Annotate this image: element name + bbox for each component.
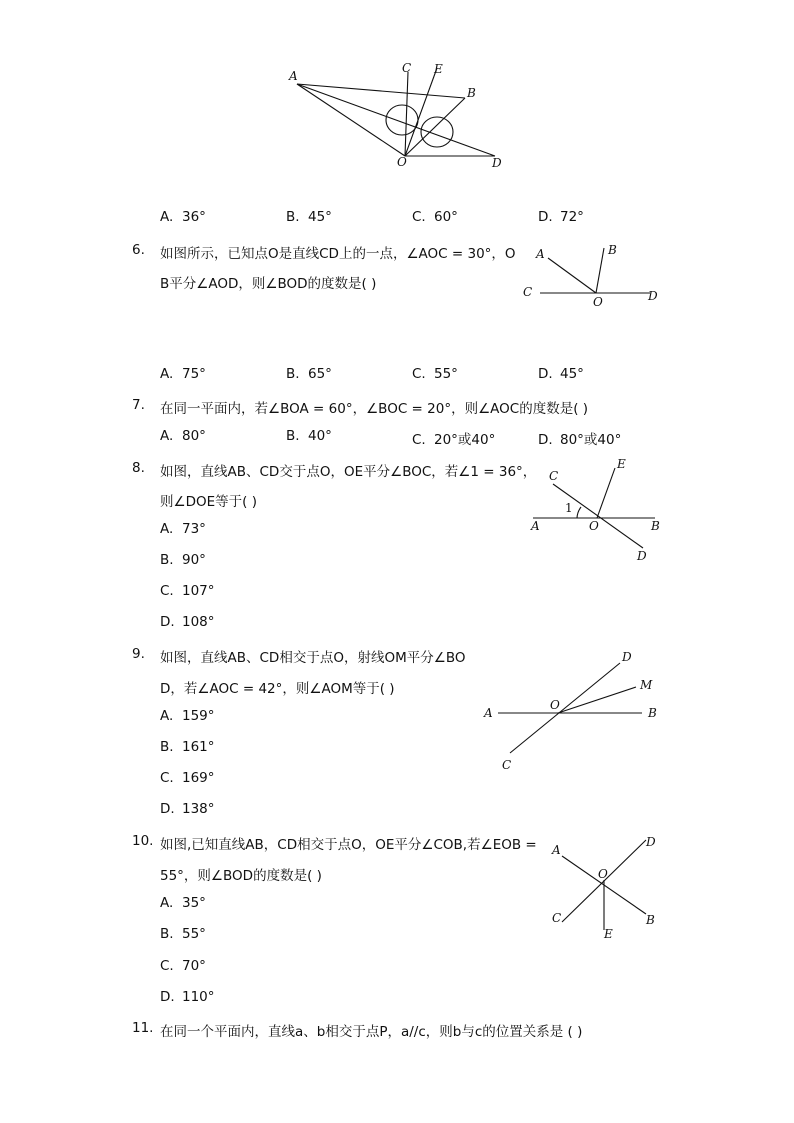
q8-option-d[interactable]: D. 108°	[160, 614, 215, 630]
q5-label-o: O	[397, 155, 407, 169]
q8-option-c[interactable]: C. 107°	[160, 583, 215, 599]
q8-label-o: O	[589, 519, 599, 533]
q9-option-b[interactable]: B. 161°	[160, 739, 215, 755]
q10-number: 10.	[132, 833, 154, 849]
q7-number: 7.	[132, 397, 145, 413]
q6-option-d[interactable]: D. 45°	[538, 366, 584, 382]
q9-option-d[interactable]: D. 138°	[160, 801, 215, 817]
q10-figure	[546, 830, 666, 945]
q8-number: 8.	[132, 460, 145, 476]
q10-stem-line2: 55°，则∠BOD的度数是( )	[160, 868, 322, 884]
q8-figure	[525, 452, 665, 564]
q6-stem-line1: 如图所示，已知点O是直线CD上的一点，∠AOC = 30°，O	[160, 246, 516, 262]
q5-figure	[285, 58, 515, 173]
q6-label-b: B	[608, 243, 617, 257]
q7-option-a[interactable]: A. 80°	[160, 428, 206, 444]
q7-option-d[interactable]: D. 80°或40°	[538, 432, 622, 448]
q11-stem-line1: 在同一个平面内，直线a、b相交于点P，a//c，则b与c的位置关系是 ( )	[160, 1024, 583, 1040]
q9-stem-line2: D，若∠AOC = 42°，则∠AOM等于( )	[160, 681, 395, 697]
q6-figure	[518, 238, 663, 313]
q10-label-o: O	[598, 867, 608, 881]
q6-stem-line2: B平分∠AOD，则∠BOD的度数是( )	[160, 276, 377, 292]
q8-stem-line2: 则∠DOE等于( )	[160, 494, 257, 510]
q8-label-a: A	[531, 519, 540, 533]
q5-label-b: B	[467, 86, 476, 100]
q9-stem-line1: 如图，直线AB、CD相交于点O，射线OM平分∠BO	[160, 650, 466, 666]
q10-stem-line1: 如图,已知直线AB，CD相交于点O，OE平分∠COB,若∠EOB =	[160, 837, 537, 853]
q9-option-a[interactable]: A. 159°	[160, 708, 215, 724]
q5-option-a[interactable]: A. 36°	[160, 209, 206, 225]
q5-label-a: A	[289, 69, 298, 83]
q9-label-c: C	[502, 758, 512, 772]
q10-option-d[interactable]: D. 110°	[160, 989, 215, 1005]
q6-option-b[interactable]: B. 65°	[286, 366, 332, 382]
q8-option-a[interactable]: A. 73°	[160, 521, 206, 537]
q5-option-d[interactable]: D. 72°	[538, 209, 584, 225]
q9-figure	[480, 645, 665, 775]
q5-label-d: D	[492, 156, 502, 170]
q9-label-a: A	[484, 706, 493, 720]
q10-option-c[interactable]: C. 70°	[160, 958, 206, 974]
q7-stem-line1: 在同一平面内，若∠BOA = 60°，∠BOC = 20°，则∠AOC的度数是( )	[160, 401, 589, 417]
q5-option-b[interactable]: B. 45°	[286, 209, 332, 225]
q8-stem-line1: 如图，直线AB、CD交于点O，OE平分∠BOC，若∠1 = 36°，	[160, 464, 537, 480]
q8-option-b[interactable]: B. 90°	[160, 552, 206, 568]
q9-label-o: O	[550, 698, 560, 712]
q9-label-m: M	[640, 678, 653, 692]
q10-label-e: E	[604, 927, 613, 941]
q7-option-c[interactable]: C. 20°或40°	[412, 432, 496, 448]
q9-label-b: B	[648, 706, 657, 720]
q7-option-b[interactable]: B. 40°	[286, 428, 332, 444]
q10-label-d: D	[646, 835, 656, 849]
q11-number: 11.	[132, 1020, 154, 1036]
q10-label-c: C	[552, 911, 562, 925]
q8-label-d: D	[637, 549, 647, 563]
q6-label-a: A	[536, 247, 545, 261]
q6-number: 6.	[132, 242, 145, 258]
q6-label-d: D	[648, 289, 658, 303]
q10-option-a[interactable]: A. 35°	[160, 895, 206, 911]
q6-option-c[interactable]: C. 55°	[412, 366, 458, 382]
q6-label-c: C	[523, 285, 533, 299]
q6-option-a[interactable]: A. 75°	[160, 366, 206, 382]
q10-label-a: A	[552, 843, 561, 857]
q5-label-c: C	[402, 61, 412, 75]
q10-option-b[interactable]: B. 55°	[160, 926, 206, 942]
q5-label-e: E	[434, 62, 443, 76]
q8-label-angle-1: 1	[565, 501, 573, 515]
q8-label-e: E	[617, 457, 626, 471]
q6-label-o: O	[593, 295, 603, 309]
q8-label-c: C	[549, 469, 559, 483]
q10-label-b: B	[646, 913, 655, 927]
q9-option-c[interactable]: C. 169°	[160, 770, 215, 786]
q9-label-d: D	[622, 650, 632, 664]
q5-option-c[interactable]: C. 60°	[412, 209, 458, 225]
q8-label-b: B	[651, 519, 660, 533]
q9-number: 9.	[132, 646, 145, 662]
